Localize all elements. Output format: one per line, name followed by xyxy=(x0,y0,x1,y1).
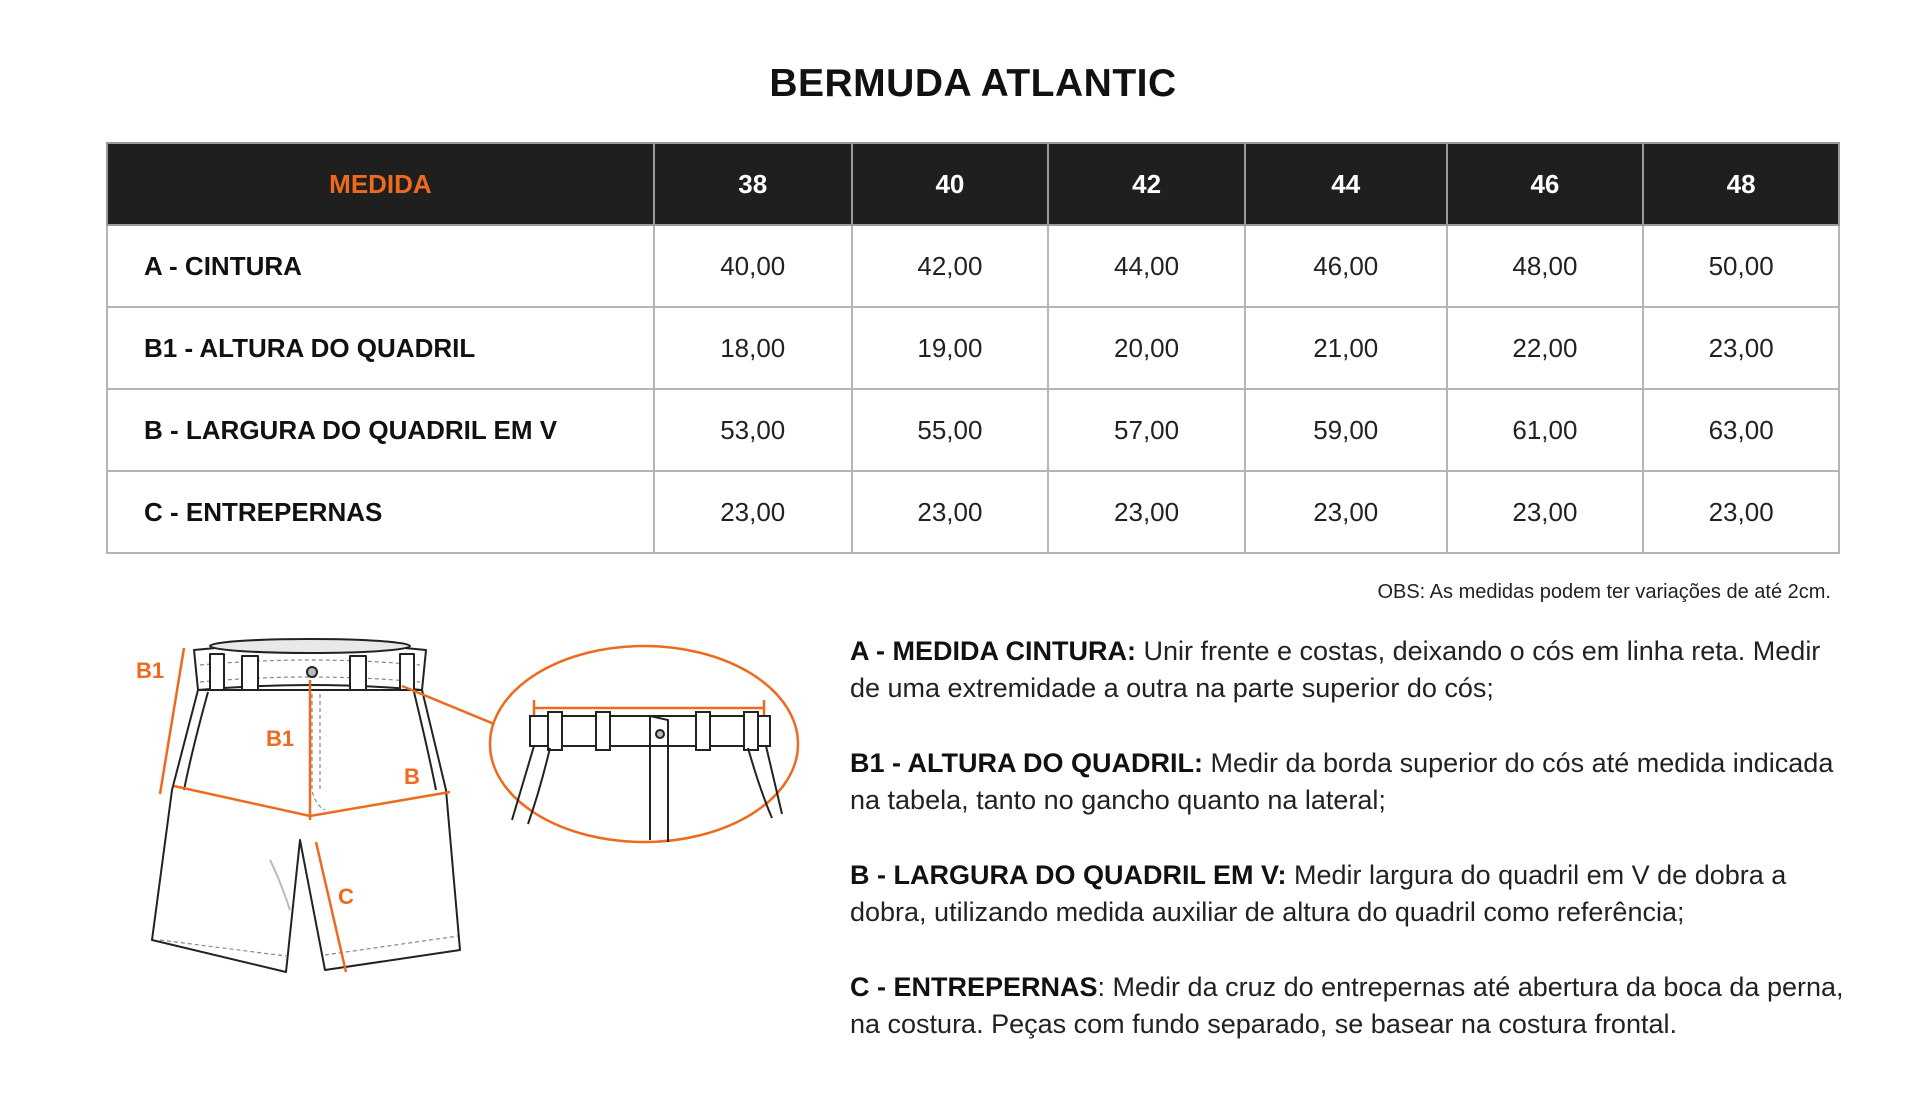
table-cell: 44,00 xyxy=(1048,225,1245,307)
table-cell: 19,00 xyxy=(852,307,1049,389)
instruction-text: Unir frente e costas, deixando o cós em linha reta. Medir de uma extremidade a outra na parte superior do cós; xyxy=(850,636,1821,703)
shorts-illustration xyxy=(152,639,460,972)
table-cell: 20,00 xyxy=(1048,307,1245,389)
label-b1-center: B1 xyxy=(266,726,295,751)
header-medida: MEDIDA xyxy=(107,143,654,225)
instruction-term: B1 - ALTURA DO QUADRIL: xyxy=(850,748,1203,778)
table-cell: 53,00 xyxy=(654,389,852,471)
table-cell: 23,00 xyxy=(1643,471,1839,553)
table-cell: 23,00 xyxy=(654,471,852,553)
table-cell: 63,00 xyxy=(1643,389,1839,471)
table-cell: 23,00 xyxy=(1245,471,1447,553)
header-size-48: 48 xyxy=(1643,143,1839,225)
header-size-40: 40 xyxy=(852,143,1049,225)
shorts-measurement-diagram xyxy=(120,610,820,990)
instruction-entrepernas xyxy=(850,969,1850,1043)
table-cell: 40,00 xyxy=(654,225,852,307)
table-cell: 21,00 xyxy=(1245,307,1447,389)
instruction-cintura xyxy=(850,633,1850,707)
table-cell: 50,00 xyxy=(1643,225,1839,307)
table-cell: 23,00 xyxy=(1447,471,1644,553)
row-label: B - LARGURA DO QUADRIL EM V xyxy=(107,389,654,471)
page-title: BERMUDA ATLANTIC xyxy=(769,62,1177,105)
row-label: C - ENTREPERNAS xyxy=(107,471,654,553)
table-cell: 23,00 xyxy=(852,471,1049,553)
header-size-44: 44 xyxy=(1245,143,1447,225)
size-table xyxy=(106,142,1840,554)
header-size-42: 42 xyxy=(1048,143,1245,225)
label-c: C xyxy=(338,884,354,909)
table-cell: 48,00 xyxy=(1447,225,1644,307)
instruction-text: : Medir da cruz do entrepernas até abertura da boca da perna, na costura. Peças com fundo separado, se basear na costura frontal. xyxy=(850,972,1844,1039)
instruction-largura-quadril xyxy=(850,857,1850,931)
instruction-term: C - ENTREPERNAS xyxy=(850,972,1098,1002)
instruction-term: B - LARGURA DO QUADRIL EM V: xyxy=(850,860,1287,890)
table-row-altura-quadril xyxy=(107,307,1839,389)
table-cell: 23,00 xyxy=(1643,307,1839,389)
table-cell: 42,00 xyxy=(852,225,1049,307)
table-cell: 18,00 xyxy=(654,307,852,389)
label-b: B xyxy=(404,764,420,789)
label-b1-side: B1 xyxy=(136,658,165,683)
table-row-cintura xyxy=(107,225,1839,307)
instruction-altura-quadril xyxy=(850,745,1850,819)
measurement-instructions xyxy=(850,633,1850,1081)
table-cell: 57,00 xyxy=(1048,389,1245,471)
table-cell: 55,00 xyxy=(852,389,1049,471)
header-size-46: 46 xyxy=(1447,143,1644,225)
table-header-row xyxy=(107,143,1839,225)
table-row-largura-quadril xyxy=(107,389,1839,471)
waist-detail-zoom xyxy=(490,646,798,842)
instruction-term: A - MEDIDA CINTURA: xyxy=(850,636,1136,666)
header-size-38: 38 xyxy=(654,143,852,225)
table-cell: 22,00 xyxy=(1447,307,1644,389)
instruction-text: Medir largura do quadril em V de dobra a dobra, utilizando medida auxiliar de altura do quadril como referência; xyxy=(850,860,1787,927)
row-label: A - CINTURA xyxy=(107,225,654,307)
instruction-text: Medir da borda superior do cós até medida indicada na tabela, tanto no gancho quanto na lateral; xyxy=(850,748,1834,815)
table-cell: 61,00 xyxy=(1447,389,1644,471)
table-row-entrepernas xyxy=(107,471,1839,553)
row-label: B1 - ALTURA DO QUADRIL xyxy=(107,307,654,389)
table-cell: 23,00 xyxy=(1048,471,1245,553)
observation-note: OBS: As medidas podem ter variações de até 2cm. xyxy=(1377,581,1831,603)
table-cell: 59,00 xyxy=(1245,389,1447,471)
table-cell: 46,00 xyxy=(1245,225,1447,307)
